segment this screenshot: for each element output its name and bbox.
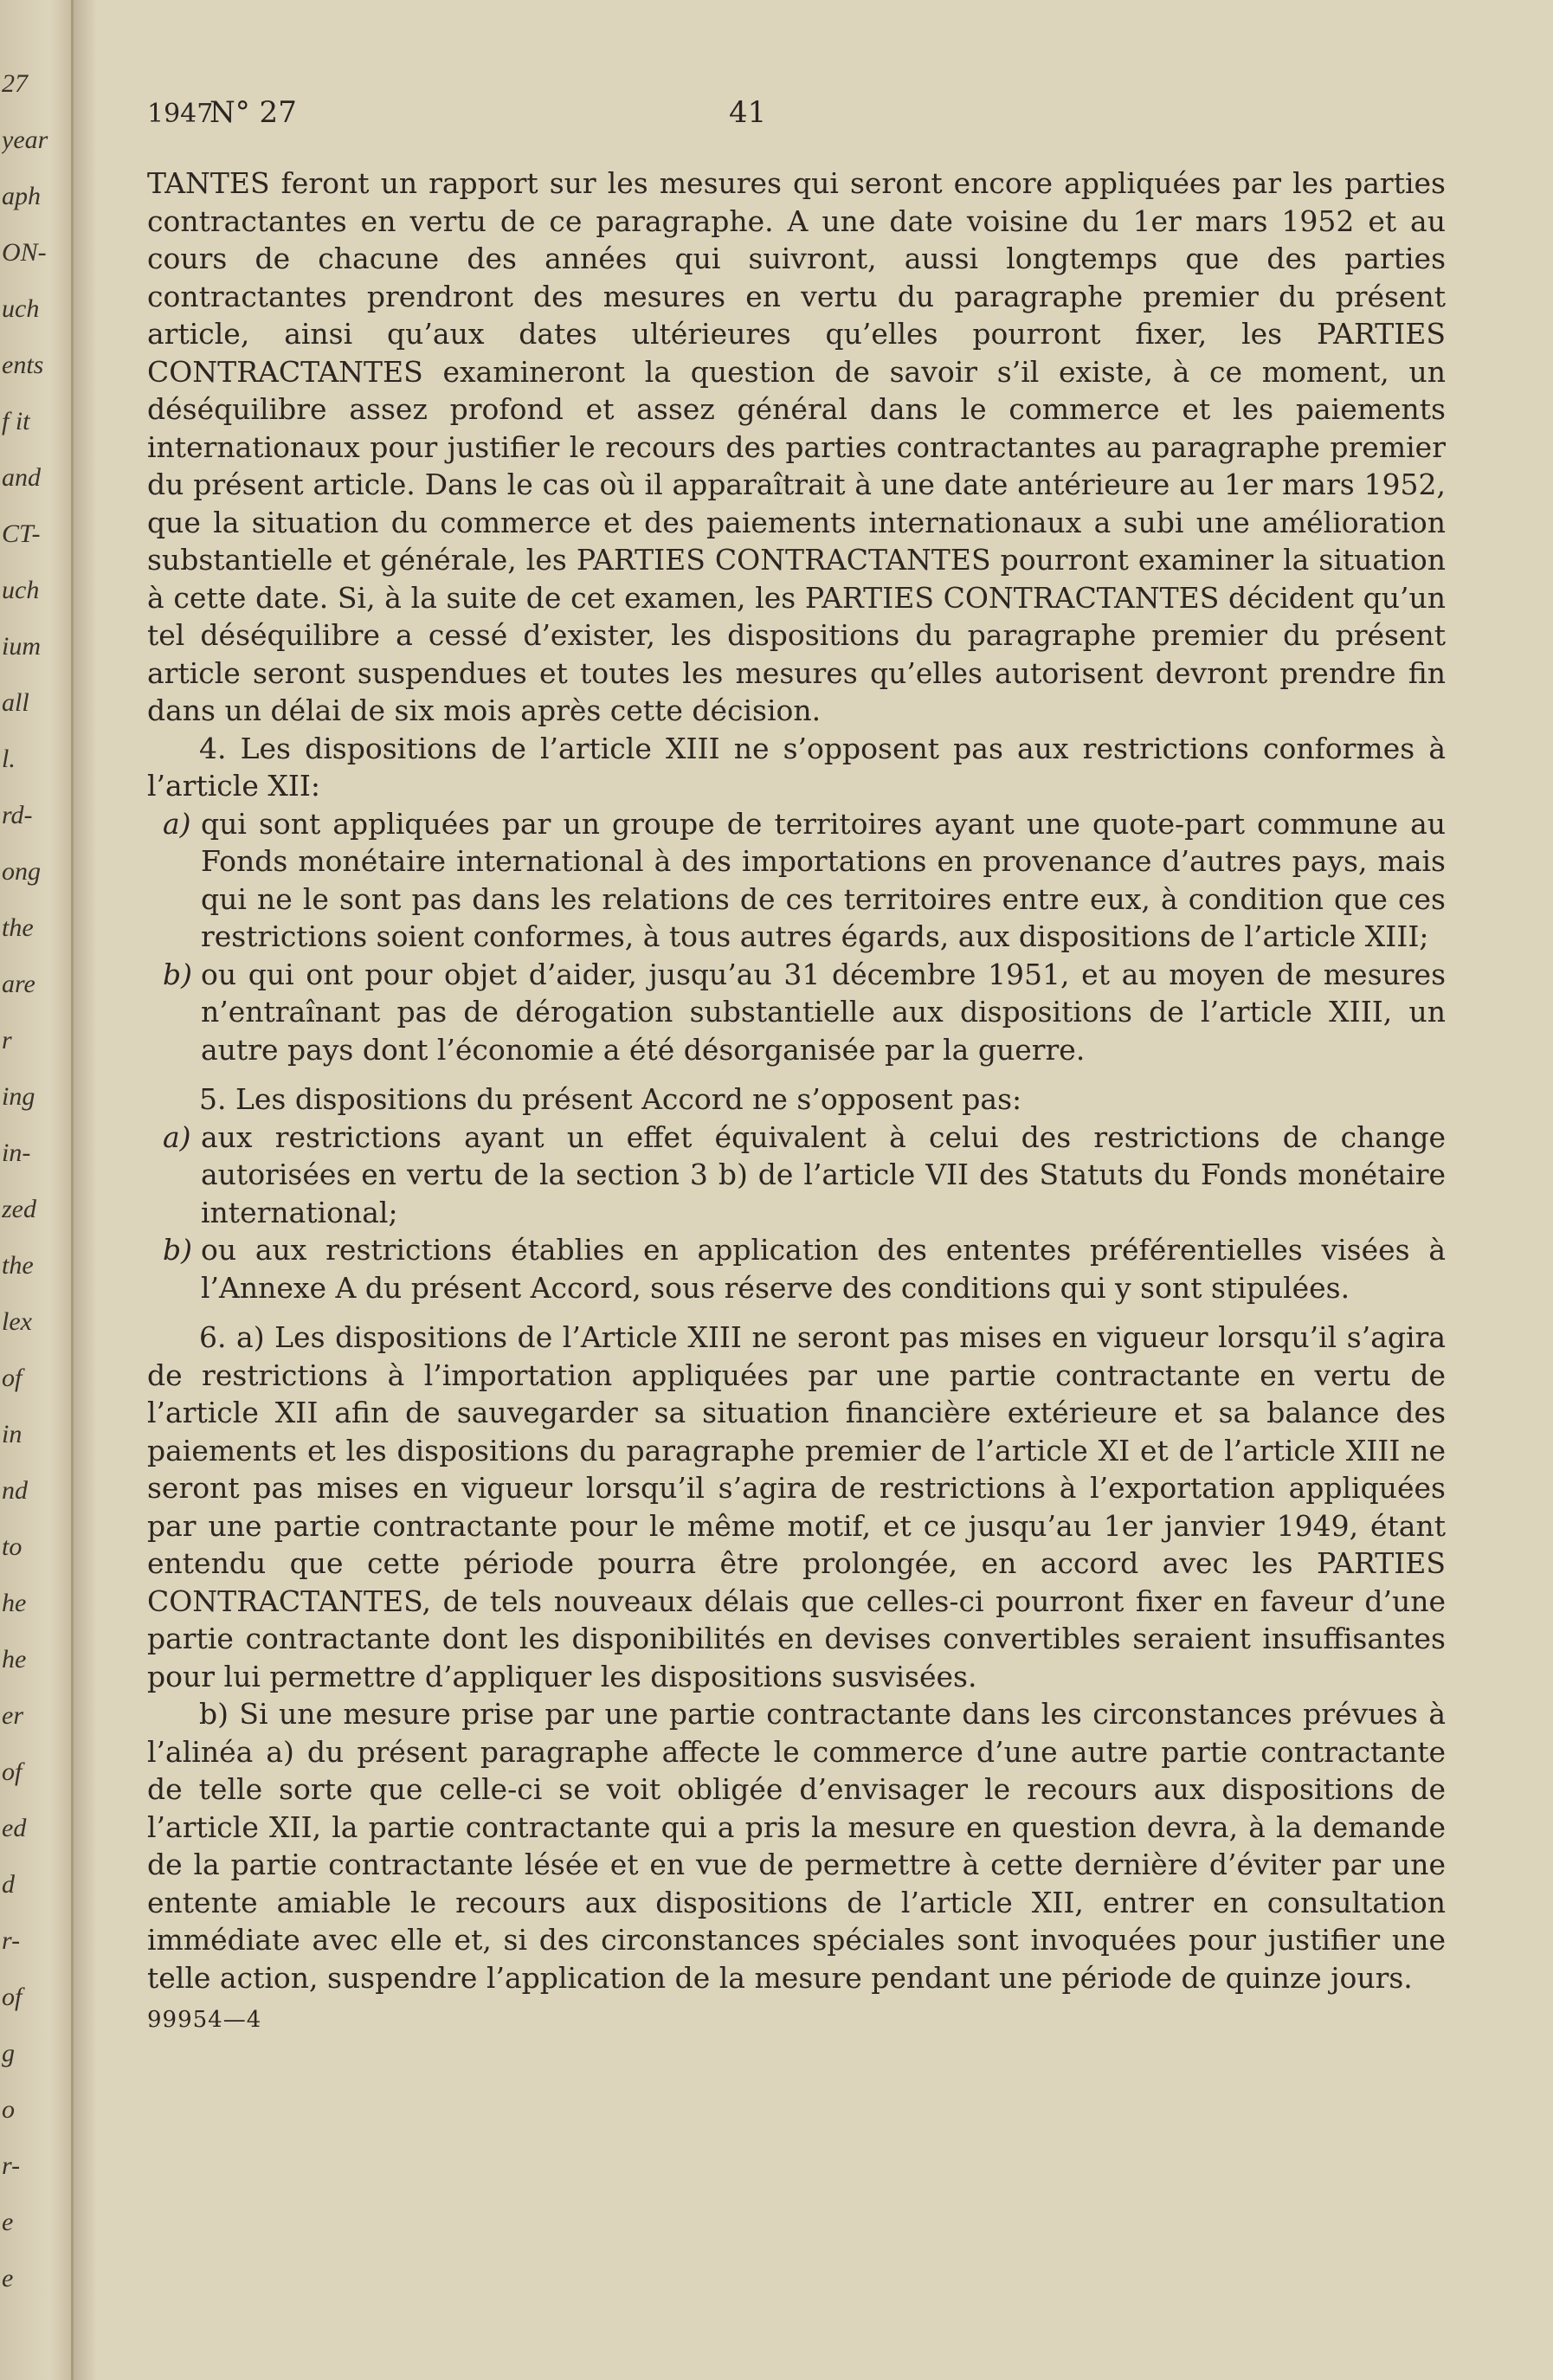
margin-fragment: of — [2, 1758, 23, 1786]
margin-fragment: nd — [2, 1476, 28, 1505]
margin-fragment: uch — [2, 294, 40, 323]
margin-fragment: r- — [2, 2151, 21, 2180]
paragraph-4-item-a — [147, 805, 1446, 956]
margin-fragment: e — [2, 2264, 14, 2293]
margin-fragment: f it — [2, 407, 30, 435]
margin-fragment: year — [2, 126, 48, 154]
margin-fragment: ON- — [2, 238, 47, 267]
margin-fragment: l. — [2, 745, 16, 773]
margin-fragment: of — [2, 1364, 23, 1392]
margin-fragment: to — [2, 1532, 23, 1561]
item-label: b) — [163, 1233, 192, 1267]
margin-fragment: r- — [2, 1926, 21, 1955]
margin-fragment: of — [2, 1983, 23, 2011]
paragraph-5-item-a — [147, 1119, 1446, 1232]
item-label: b) — [163, 957, 192, 991]
margin-fragment: 27 — [2, 69, 28, 98]
margin-fragment: CT- — [2, 519, 41, 548]
margin-fragment: er — [2, 1701, 23, 1730]
margin-fragment: ium — [2, 632, 41, 661]
margin-fragment: ents — [2, 351, 44, 379]
margin-fragment: uch — [2, 576, 40, 604]
paragraph-5-item-b — [147, 1231, 1446, 1306]
paragraph-3-continuation: TANTES feront un rapport sur les mesures qui seront encore appliquées par les parties contractantes en vertu de ce paragraphe. A une date voisine du 1er mars 1952 et au cours de chacune des années qui suivront, aussi longtemps que des parties contractantes prendront des mesures en vertu du paragraphe premier du présent article, ainsi qu’aux dates ultérieures qu’elles pourront fixer, les PARTIES CONTRACTANTES examineront la question de savoir s’il existe, à ce moment, un déséquilibre assez profond et assez général dans le commerce et les paiements internationaux pour justifier le recours des parties contractantes au paragraphe premier du présent article. Dans le cas où il apparaîtrait à une date antérieure au 1er mars 1952, que la situation du commerce et des paiements internationaux a subi une amélioration substantielle et générale, les PARTIES CONTRACTANTES pourront examiner la situation à cette date. Si, à la suite de cet examen, les PARTIES CONTRACTANTES décident qu’un tel déséquilibre a cessé d’exister, les dispositions du paragraphe premier du présent article seront suspendues et toutes les mesures qu’elles autorisent devront prendre fin dans un délai de six mois après cette décision. — [147, 166, 1446, 727]
margin-fragment: all — [2, 688, 29, 717]
margin-fragment: and — [2, 463, 41, 492]
page-body — [147, 164, 1446, 2040]
margin-fragment: the — [2, 913, 34, 942]
item-text: aux restrictions ayant un effet équivalent à celui des restrictions de change autorisées en vertu de la section 3 b) de l’article VII des Statuts du Fonds monétaire international; — [201, 1119, 1446, 1229]
margin-fragment: in — [2, 1420, 23, 1448]
item-text: ou aux restrictions établies en application des ententes préférentielles visées à l’Annexe A du présent Accord, sous réserve des conditions qui y sont stipulées. — [201, 1233, 1446, 1305]
margin-fragment: o — [2, 2095, 15, 2124]
facing-page-margin — [0, 0, 74, 2380]
margin-fragment: g — [2, 2039, 15, 2067]
margin-fragment: he — [2, 1589, 27, 1617]
margin-fragment: lex — [2, 1307, 32, 1336]
paragraph-6-b: b) Si une mesure prise par une partie contractante dans les circonstances prévues à l’alinéa a) du présent paragraphe affecte le commerce d’une autre partie contractante de telle sorte que celle-ci se voit obligée d’envisager le recours aux dispositions de l’article XII, la partie contractante qui a pris la mesure en question devra, à la demande de la partie contractante lésée et en vue de permettre à cette dernière d’éviter par une entente amiable le recours aux dispositions de l’article XII, entrer en consultation immédiate avec elle et, si des circonstances spéciales sont invoquées pour justifier une telle action, suspendre l’application de la mesure pendant une période de quinze jours. — [147, 1697, 1446, 1995]
margin-fragment: in- — [2, 1138, 31, 1167]
margin-fragment: zed — [2, 1195, 36, 1223]
page-header — [147, 95, 1446, 164]
margin-fragment: rd- — [2, 801, 33, 829]
margin-fragment: r — [2, 1026, 12, 1055]
print-code: 99954—4 — [147, 2007, 262, 2033]
item-label: a) — [163, 806, 191, 841]
margin-fragment: he — [2, 1645, 27, 1674]
header-issue-number: N° 27 — [209, 95, 297, 130]
margin-fragment: ing — [2, 1082, 35, 1111]
margin-fragment: aph — [2, 182, 41, 210]
paragraph-6-a: 6. a) Les dispositions de l’Article XIII ne seront pas mises en vigueur lorsqu’il s’agira de restrictions à l’importation appliquées par une partie contractante en vertu de l’article XII afin de sauvegarder sa situation financière extérieure et sa balance des paiements et les dispositions du paragraphe premier de l’article XI et de l’article XIII ne seront pas mises en vigueur lorsqu’il s’agira de restrictions à l’exportation appliquées par une partie contractante pour le même motif, et ce jusqu’au 1er janvier 1949, étant entendu que cette période pourra être prolongée, en accord avec les PARTIES CONTRACTANTES, de tels nouveaux délais que celles-ci pourront fixer en faveur d’une partie contractante dont les disponibilités en devises convertibles seraient insuffisantes pour lui permettre d’appliquer les dispositions susvisées. — [147, 1320, 1446, 1693]
margin-fragment: d — [2, 1870, 15, 1899]
margin-fragment: are — [2, 970, 35, 998]
page-number: 41 — [729, 95, 767, 130]
margin-fragment: e — [2, 2208, 14, 2236]
margin-fragment: ong — [2, 857, 41, 886]
page-gutter-shadow — [71, 0, 97, 2380]
item-text: qui sont appliquées par un groupe de territoires ayant une quote-part commune au Fonds monétaire international à des importations en provenance d’autres pays, mais qui ne le sont pas dans les relations de ces territoires entre eux, à condition que ces restrictions soient conformes, à tous autres égards, aux dispositions de l’article XIII; — [201, 806, 1446, 953]
margin-fragment: ed — [2, 1814, 27, 1842]
header-year: 1947 — [147, 99, 214, 129]
margin-fragment: the — [2, 1251, 34, 1280]
item-text: ou qui ont pour objet d’aider, jusqu’au 31 décembre 1951, et au moyen de mesures n’entraînant pas de dérogation substantielle aux dispositions de l’article XIII, un autre pays dont l’économie a été désorganisée par la guerre. — [201, 957, 1446, 1067]
document-page — [147, 95, 1446, 2040]
paragraph-4-item-b — [147, 956, 1446, 1069]
paragraph-5-intro: 5. Les dispositions du présent Accord ne s’opposent pas: — [199, 1082, 1022, 1116]
item-label: a) — [163, 1119, 191, 1154]
paragraph-4-intro: 4. Les dispositions de l’article XIII ne s’opposent pas aux restrictions conformes à l’article XII: — [147, 731, 1446, 803]
